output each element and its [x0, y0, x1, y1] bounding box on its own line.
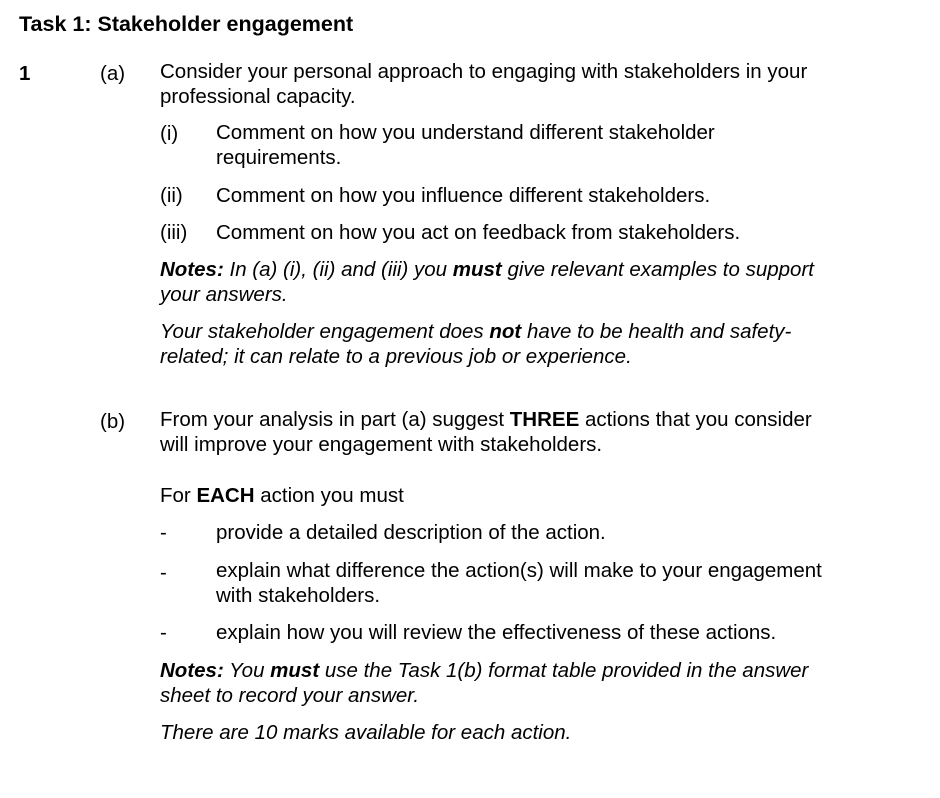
notes-text: In (a) (i), (ii) and (iii) you [223, 258, 453, 281]
bullet-text-line1: explain what difference the action(s) will make to your engagement [216, 559, 822, 582]
for-each-text: For [160, 484, 197, 507]
part-b-text: actions that you consider [579, 408, 812, 431]
notes-prefix: Notes: [160, 659, 224, 682]
for-each-text: action you must [254, 484, 404, 507]
question-number: 1 [19, 62, 31, 85]
part-b-notes [160, 658, 808, 708]
item-i-line2: requirements. [216, 146, 342, 169]
part-a-note2 [160, 319, 791, 369]
notes-emphasis: must [452, 258, 502, 281]
part-b-notes-line1 [160, 658, 808, 683]
note2-text: have to be health and safety- [521, 320, 792, 343]
part-b-instruction [160, 407, 812, 457]
part-a-notes-line1 [160, 257, 814, 282]
part-b-notes-line2: sheet to record your answer. [160, 684, 420, 707]
part-b-line1 [160, 407, 812, 432]
notes-text: give relevant examples to support [501, 258, 814, 281]
notes-text: You [223, 659, 271, 682]
item-ii-label: (ii) [160, 184, 183, 207]
item-iii-text: Comment on how you act on feedback from stakeholders. [216, 221, 741, 244]
marks-note: There are 10 marks available for each action. [160, 721, 572, 744]
part-a-line1: Consider your personal approach to engaging with stakeholders in your [160, 60, 808, 83]
part-b-text: From your analysis in part (a) suggest [160, 408, 510, 431]
part-b-label: (b) [100, 410, 126, 433]
part-b-emphasis: THREE [509, 408, 580, 431]
item-iii-label: (iii) [160, 221, 188, 244]
part-a-label: (a) [100, 62, 126, 85]
part-a-notes-line2: your answers. [160, 283, 288, 306]
bullet-text [216, 558, 822, 608]
item-i-label: (i) [160, 122, 179, 145]
part-a-notes [160, 257, 814, 307]
part-a-instruction [160, 59, 807, 109]
item-i-line1: Comment on how you understand different stakeholder [216, 121, 715, 144]
bullet-marker: - [160, 621, 167, 644]
part-a-note2-line2: related; it can relate to a previous job or experience. [160, 345, 632, 368]
for-each-line [160, 484, 404, 508]
notes-text: use the Task 1(b) format table provided in the answer [319, 659, 809, 682]
note2-text: Your stakeholder engagement does [160, 320, 490, 343]
bullet-text-line2: with stakeholders. [216, 584, 381, 607]
bullet-text: explain how you will review the effectiveness of these actions. [216, 621, 777, 644]
part-b-line2: will improve your engagement with stakeholders. [160, 433, 603, 456]
item-i-text [216, 120, 715, 170]
part-a-line2: professional capacity. [160, 85, 356, 108]
notes-prefix: Notes: [160, 258, 224, 281]
part-a-note2-line1 [160, 319, 791, 344]
for-each-emphasis: EACH [196, 484, 255, 507]
bullet-marker: - [160, 521, 167, 544]
notes-emphasis: must [270, 659, 320, 682]
task-title: Task 1: Stakeholder engagement [19, 12, 354, 36]
item-ii-text: Comment on how you influence different stakeholders. [216, 184, 711, 207]
bullet-marker: - [160, 561, 167, 584]
note2-emphasis: not [489, 320, 522, 343]
bullet-text: provide a detailed description of the action. [216, 521, 606, 544]
